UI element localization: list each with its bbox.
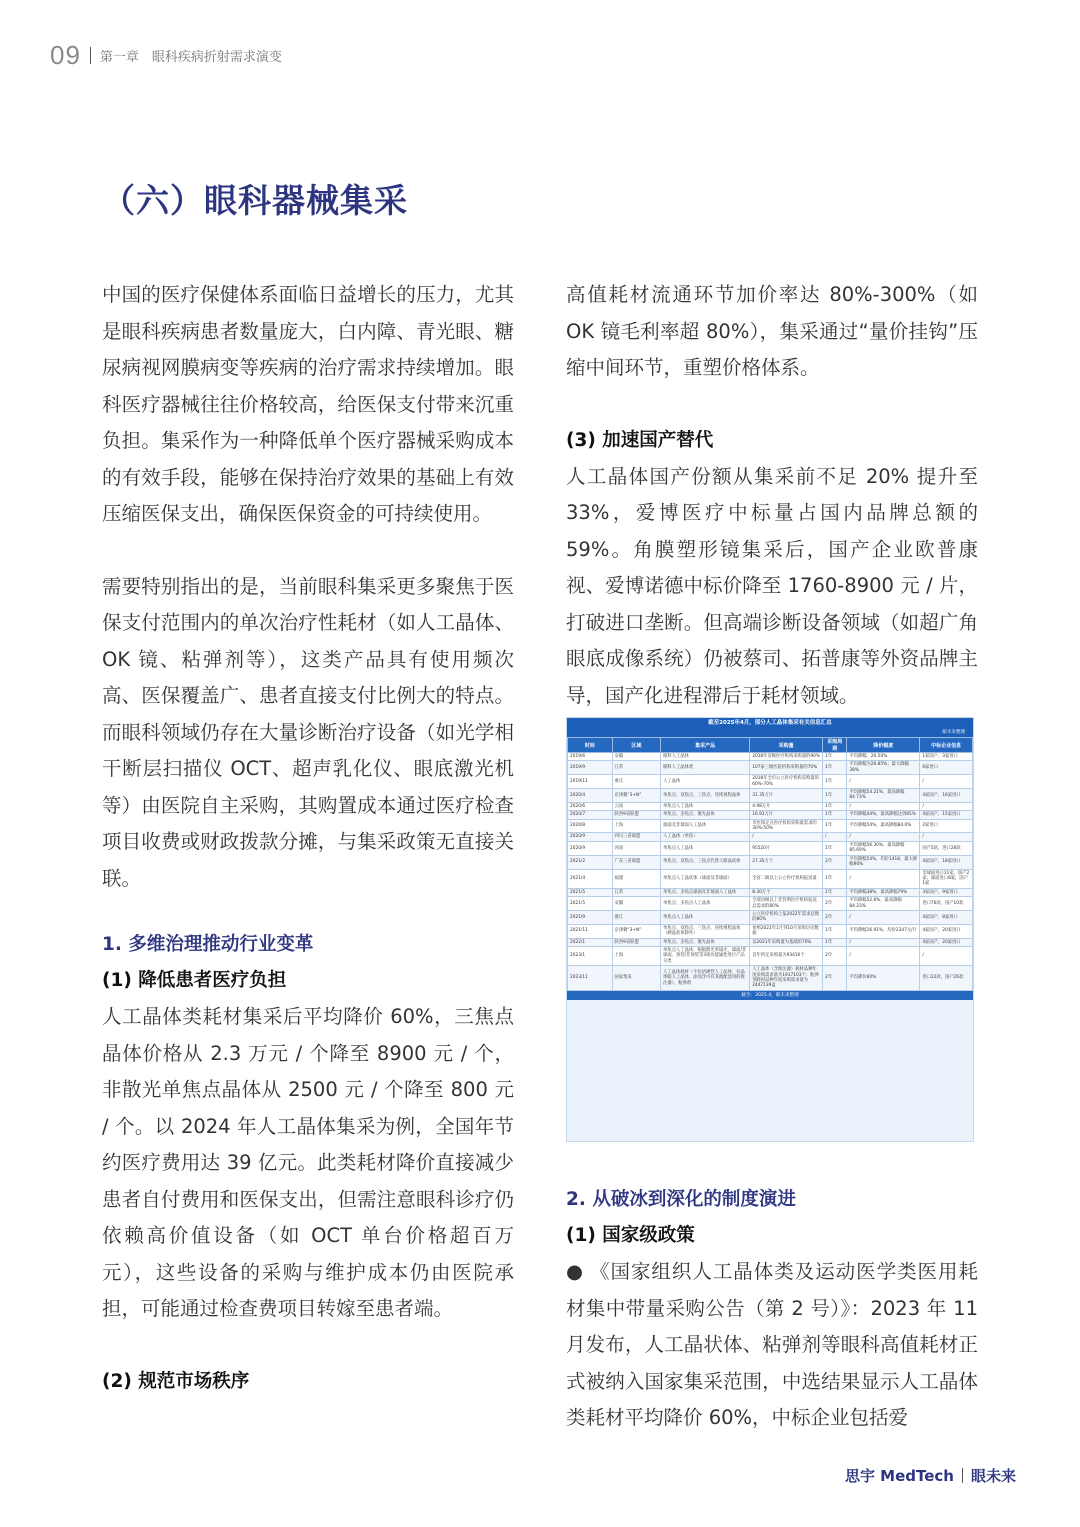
table-header-cell: 集采产品	[661, 738, 750, 753]
table-cell: 球面及非球面人工晶体	[661, 819, 750, 833]
footer-divider	[962, 1468, 963, 1483]
bullet-icon: ●	[566, 1260, 584, 1283]
table-cell: 眼科人工晶体类	[661, 761, 750, 775]
table-cell: 1年	[823, 924, 847, 938]
table-cell: 4.98万片	[750, 802, 823, 810]
table-cell: 单焦点、双焦点、三焦点、连续视程晶体	[661, 789, 750, 803]
table-cell: 京津冀“3+N”	[612, 924, 661, 938]
table-row	[568, 966, 973, 991]
table-row	[568, 802, 973, 810]
subsection-heading: 2. 从破冰到深化的制度演进	[566, 1189, 796, 1210]
table-cell: 单焦点、双焦点、三焦点代替人眼晶状体	[661, 855, 750, 869]
table-cell: 4家国产，16家进口	[920, 789, 973, 803]
table-cell: 95520片	[750, 841, 823, 855]
table-cell: /	[920, 802, 973, 810]
table-title: 截至2025年4月，部分人工晶体集采有关信息汇总	[567, 718, 973, 729]
page-footer	[845, 1465, 1016, 1486]
table-cell: 人工晶体	[661, 775, 750, 789]
table-cell: 2021/5	[568, 888, 613, 896]
table-cell: 单焦点、多焦点人工晶体	[661, 897, 750, 911]
table-header-cell: 采购周期	[823, 738, 847, 753]
table-cell: 6家进口	[920, 761, 973, 775]
table-cell: 4家国产，20家进口	[920, 924, 973, 938]
table-cell: 1年	[823, 938, 847, 946]
table-cell: 平均降幅44%，最高降幅达到85%	[847, 811, 920, 819]
table-cell: 2021/11	[568, 924, 613, 938]
table-cell: 4家国产，18家进口	[920, 855, 973, 869]
table-cell: 27.35万个	[750, 855, 823, 869]
left-column	[102, 277, 514, 1400]
page-header	[50, 38, 282, 72]
table-cell: 4家国产，20家进口	[920, 938, 973, 946]
table-cell: 平均降幅54%，均价1418，最大降幅90%	[847, 855, 920, 869]
page-number: 09	[50, 39, 81, 70]
table-header-cell: 中标企业信息	[920, 738, 973, 753]
table-cell: 全省二级以上公立医疗机构报送量	[750, 869, 823, 888]
table-cell: /	[920, 833, 973, 841]
table-cell: 1年	[823, 819, 847, 833]
paragraph: 中国的医疗保健体系面临日益增长的压力，尤其是眼科疾病患者数量庞大，白内障、青光眼、糖尿病视网膜病变等疾病的治疗需求持续增加。眼科医疗器械往往价格较高，给医保支付带来沉重负担。集采作为一种降低单个医疗器械采购成本的有效手段，能够在保持治疗效果的基础上有效压缩医保支出，确保医保资金的可持续使用。	[102, 283, 514, 525]
table-cell: 单焦点、多焦点、散光晶体	[661, 811, 750, 819]
table-row	[568, 924, 973, 938]
table-cell: 单焦点人工晶体	[661, 802, 750, 810]
table-cell: 1年	[823, 888, 847, 896]
footer-partner: 眼未来	[970, 1467, 1016, 1485]
table-cell: 江苏	[612, 761, 661, 775]
table-row	[568, 869, 973, 888]
table-cell: 广东三省联盟	[612, 855, 661, 869]
table-cell: 安徽	[612, 897, 661, 911]
table-cell: 2020/7	[568, 811, 613, 819]
sub-heading: (1) 降低患者医疗负担	[102, 970, 287, 991]
table-cell: 2020/9	[568, 833, 613, 841]
table-row	[568, 811, 973, 819]
table-cell: 107家三级医院机构采购量的70%	[750, 761, 823, 775]
table-cell: 平均降幅54%，最高降幅84.0%	[847, 819, 920, 833]
table-row	[568, 910, 973, 924]
table-cell: 1年	[823, 841, 847, 855]
table-cell: 1年	[823, 802, 847, 810]
paragraph: 需要特别指出的是，当前眼科集采更多聚焦于医保支付范围内的单次治疗性耗材（如人工晶体、OK 镜、粘弹剂等），这类产品具有使用频次高、医保覆盖广、患者直接支付比例大的特点。而眼科领域仍存在大量诊断治疗设备（如光学相干断层扫描仪 OCT、超声乳化仪、眼底激光机等）由医院自主采购，其购置成本通过医疗检查项目收费或财政拨款分摊，与集采政策无直接关联。	[102, 574, 514, 890]
table-cell: 1家国产，3家进口	[920, 753, 973, 761]
table-cell: 2年	[823, 966, 847, 991]
table-cell: 2年	[823, 855, 847, 869]
table-cell: 平均降幅16.91%，均价2347元/片	[847, 924, 920, 938]
table-cell: 平均降幅为26.85%；最大降幅38%	[847, 761, 920, 775]
table-cell: /	[847, 833, 920, 841]
table-cell: 2022/1	[568, 938, 613, 946]
table-cell: 1年	[823, 869, 847, 888]
table-cell: /	[920, 946, 973, 965]
table-row	[568, 938, 973, 946]
table-cell: 安徽	[612, 753, 661, 761]
header-divider	[90, 47, 91, 64]
bullet-text: 《国家组织人工晶体类及运动医学类医用耗材集中带量采购公告（第 2 号）》：2023 年 11 月发布，人工晶状体、粘弹剂等眼科高值耗材正式被纳入国家集采范围，中选结果显示人工晶体类耗材平均降价 60%，中标企业包括爱	[566, 1260, 978, 1429]
table-cell: 首年约定采购量为93416个	[750, 946, 823, 965]
table-row	[568, 833, 973, 841]
table-row	[568, 789, 973, 803]
section-title: （六）眼科器械集采	[102, 181, 408, 220]
table-cell: 公立医疗机构上报2022年需求总数的80%	[750, 910, 823, 924]
sub-heading: (2) 规范市场秩序	[102, 1370, 250, 1392]
table-row	[568, 897, 973, 911]
table-cell: 人工晶体（含推注器）耗材品种年度采购需求量为1917103个；粘弹剂耗材品种年度采购需求量为2447139盒	[750, 966, 823, 991]
right-column	[566, 277, 978, 714]
subsection-heading: 1. 多维治理推动行业变革	[102, 934, 314, 955]
table-cell: 进口22款，国产26款	[920, 966, 973, 991]
table-cell: 单焦点人工晶体，根据散光率镜光、球面/非球面、预装/非预装等3项功能属性进行产品分类	[661, 946, 750, 965]
table-cell: 1年	[823, 775, 847, 789]
table-header-cell: 时间	[568, 738, 613, 753]
table-cell: 4家国产，15家进口	[920, 811, 973, 819]
table-cell: 参照2021年1月到10月采购历史数据	[750, 924, 823, 938]
table-cell: 单焦点、双焦点、三焦点、连续视程晶体（硬晶状体除外）	[661, 924, 750, 938]
table-cell: 单焦点人工晶体	[661, 841, 750, 855]
table-cell: 单焦点、多焦点球面及非球面人工晶体	[661, 888, 750, 896]
table-row	[568, 761, 973, 775]
table-cell: 单焦点、多焦点、散光晶体	[661, 938, 750, 946]
table-cell: 江苏	[612, 888, 661, 896]
table-cell: 京津冀“3+N”	[612, 789, 661, 803]
paragraph: 人工晶体国产份额从集采前不足 20% 提升至 33%，爱博医疗中标量占国内品牌总额的 59%。角膜塑形镜集采后，国产企业欧普康视、爱博诺德中标价降至 1760-8900 元 / 片，打破进口垄断。但高端诊断设备领域（如超广角眼底成像系统）仍被蔡司、拓普康等外资品牌主导，国产化进程滞后于耗材领域。	[566, 464, 978, 707]
table-row	[568, 855, 973, 869]
table-cell: 2020/6	[568, 802, 613, 810]
table-row	[568, 753, 973, 761]
table-cell: /	[847, 910, 920, 924]
table-cell: 31.35万片	[750, 789, 823, 803]
table-cell: 1年	[823, 761, 847, 775]
table-cell: 云南	[612, 802, 661, 810]
table-cell: 2021/5	[568, 897, 613, 911]
procurement-table	[567, 737, 973, 991]
table-cell: 国家集采	[612, 966, 661, 991]
table-cell: 2019/6	[568, 753, 613, 761]
paragraph: 人工晶体类耗材集采后平均降价 60%，三焦点晶体价格从 2.3 万元 / 个降至 8900 元 / 个，非散光单焦点晶体从 2500 元 / 个降至 800 元 / 个。以 2024 年人工晶体集采为例，全国年节约医疗费用达 39 亿元。此类耗材降价直接减少患者自付费用和医保支出，但需注意眼科诊疗仍依赖高价值设备（如 OCT 单台价格超百万元），这些设备的采购与维护成本仍由医院承担，可能通过检查费项目转嫁至患者端。	[102, 1005, 514, 1320]
table-cell: 2020/4	[568, 789, 613, 803]
table-row	[568, 819, 973, 833]
table-cell: 1年	[823, 811, 847, 819]
table-cell: 以2021年采购量为基础的70%	[750, 938, 823, 946]
table-cell: 陕西9省联盟	[612, 938, 661, 946]
table-cell: 平均降幅54.21%，最高降幅84.73%	[847, 789, 920, 803]
table-cell: 河南	[612, 841, 661, 855]
table-cell: 陕西9省联盟	[612, 811, 661, 819]
table-cell: 四川三省联盟	[612, 833, 661, 841]
table-cell: 16.91万片	[750, 811, 823, 819]
table-cell: 眼科人工晶体	[661, 753, 750, 761]
table-cell: 福建	[612, 869, 661, 888]
paragraph	[566, 1254, 978, 1437]
paragraph: 高值耗材流通环节加价率达 80%-300%（如 OK 镜毛利率超 80%），集采通过“量价挂钩”压缩中间环节，重塑价格体系。	[566, 283, 978, 379]
table-cell: 2018年省级医疗机构采购量的90%	[750, 753, 823, 761]
table-header-cell: 降价幅度	[847, 738, 920, 753]
table-row	[568, 775, 973, 789]
table-cell: 1年	[823, 789, 847, 803]
table-cell: 平均降价60%	[847, 966, 920, 991]
table-cell: /	[920, 775, 973, 789]
table-cell: 单焦点人工晶体	[661, 910, 750, 924]
table-cell: /	[823, 833, 847, 841]
table-cell: /	[847, 869, 920, 888]
right-column-lower	[566, 1182, 978, 1437]
table-cell: 平均降幅38%，最高降幅79%	[847, 888, 920, 896]
table-cell: 2家进口	[920, 819, 973, 833]
sub-heading: (3) 加速国产替代	[566, 429, 714, 451]
footer-brand: 思宇 MedTech	[844, 1467, 954, 1485]
table-row	[568, 888, 973, 896]
table-cell: 市医保定点医疗机构采购量需求的30%-50%	[750, 819, 823, 833]
table-footer: 截至：2025.4，眼未来整理	[567, 991, 973, 1000]
table-cell: 上海	[612, 819, 661, 833]
table-cell: 2018年全市公立医疗机构采购量的60%-70%	[750, 775, 823, 789]
table-cell: 全部县级以上非营利医疗机构报送总需求的80%	[750, 897, 823, 911]
table-cell: 上海	[612, 946, 661, 965]
table-cell: 非球面进口11家，国产2家；球面进口8家，国产1家	[920, 869, 973, 888]
table-cell: 平均降幅：20.50%	[847, 753, 920, 761]
table-cell: 国产5款，进口28款	[920, 841, 973, 855]
table-row	[568, 946, 973, 965]
table-cell: 1年	[823, 753, 847, 761]
table-cell: 2020/9	[568, 841, 613, 855]
table-cell: /	[847, 938, 920, 946]
table-cell: 2年	[823, 910, 847, 924]
table-cell: /	[847, 946, 920, 965]
table-cell: 2023/1	[568, 946, 613, 965]
table-cell: 2019/11	[568, 775, 613, 789]
table-cell: 单焦点人工晶状体（球面及非球面）	[661, 869, 750, 888]
table-cell: 2020/8	[568, 819, 613, 833]
table-header-cell: 区域	[612, 738, 661, 753]
chapter-title: 第一章 眼科疾病折射需求演变	[99, 49, 282, 65]
table-cell: 2021/9	[568, 910, 613, 924]
table-cell: /	[847, 802, 920, 810]
sub-heading: (1) 国家级政策	[566, 1225, 695, 1246]
table-cell: 2年	[823, 946, 847, 965]
table-cell: 8.30万个	[750, 888, 823, 896]
table-cell: 2021/2	[568, 855, 613, 869]
table-cell: 2023/11	[568, 966, 613, 991]
table-cell: 2年	[823, 897, 847, 911]
table-cell: 进口76款，国产10款	[920, 897, 973, 911]
table-cell: 2021/4	[568, 869, 613, 888]
table-header-cell: 采购量	[750, 738, 823, 753]
table-cell: 人工晶体耗材（不包括硬性人工晶体、有晶体眼人工晶体、添加含可有其他配套用的推注器）、粘弹剂	[661, 966, 750, 991]
table-source: 眼未来整理	[567, 729, 973, 737]
table-cell: 人工晶体（单焦）	[661, 833, 750, 841]
table-cell: 2019/9	[568, 761, 613, 775]
table-cell: 平均降幅52.6%，最高降幅84.23%	[847, 897, 920, 911]
table-cell: 浙江	[612, 910, 661, 924]
table-cell: /	[750, 833, 823, 841]
procurement-table-figure	[566, 717, 974, 1142]
table-cell: 重庆	[612, 775, 661, 789]
table-cell: /	[847, 775, 920, 789]
table-cell: 4家国产，8家进口	[920, 910, 973, 924]
table-cell: 平均降幅56.30%，最高降幅85.69%	[847, 841, 920, 855]
table-cell: 3家国产，9家进口	[920, 888, 973, 896]
table-row	[568, 841, 973, 855]
